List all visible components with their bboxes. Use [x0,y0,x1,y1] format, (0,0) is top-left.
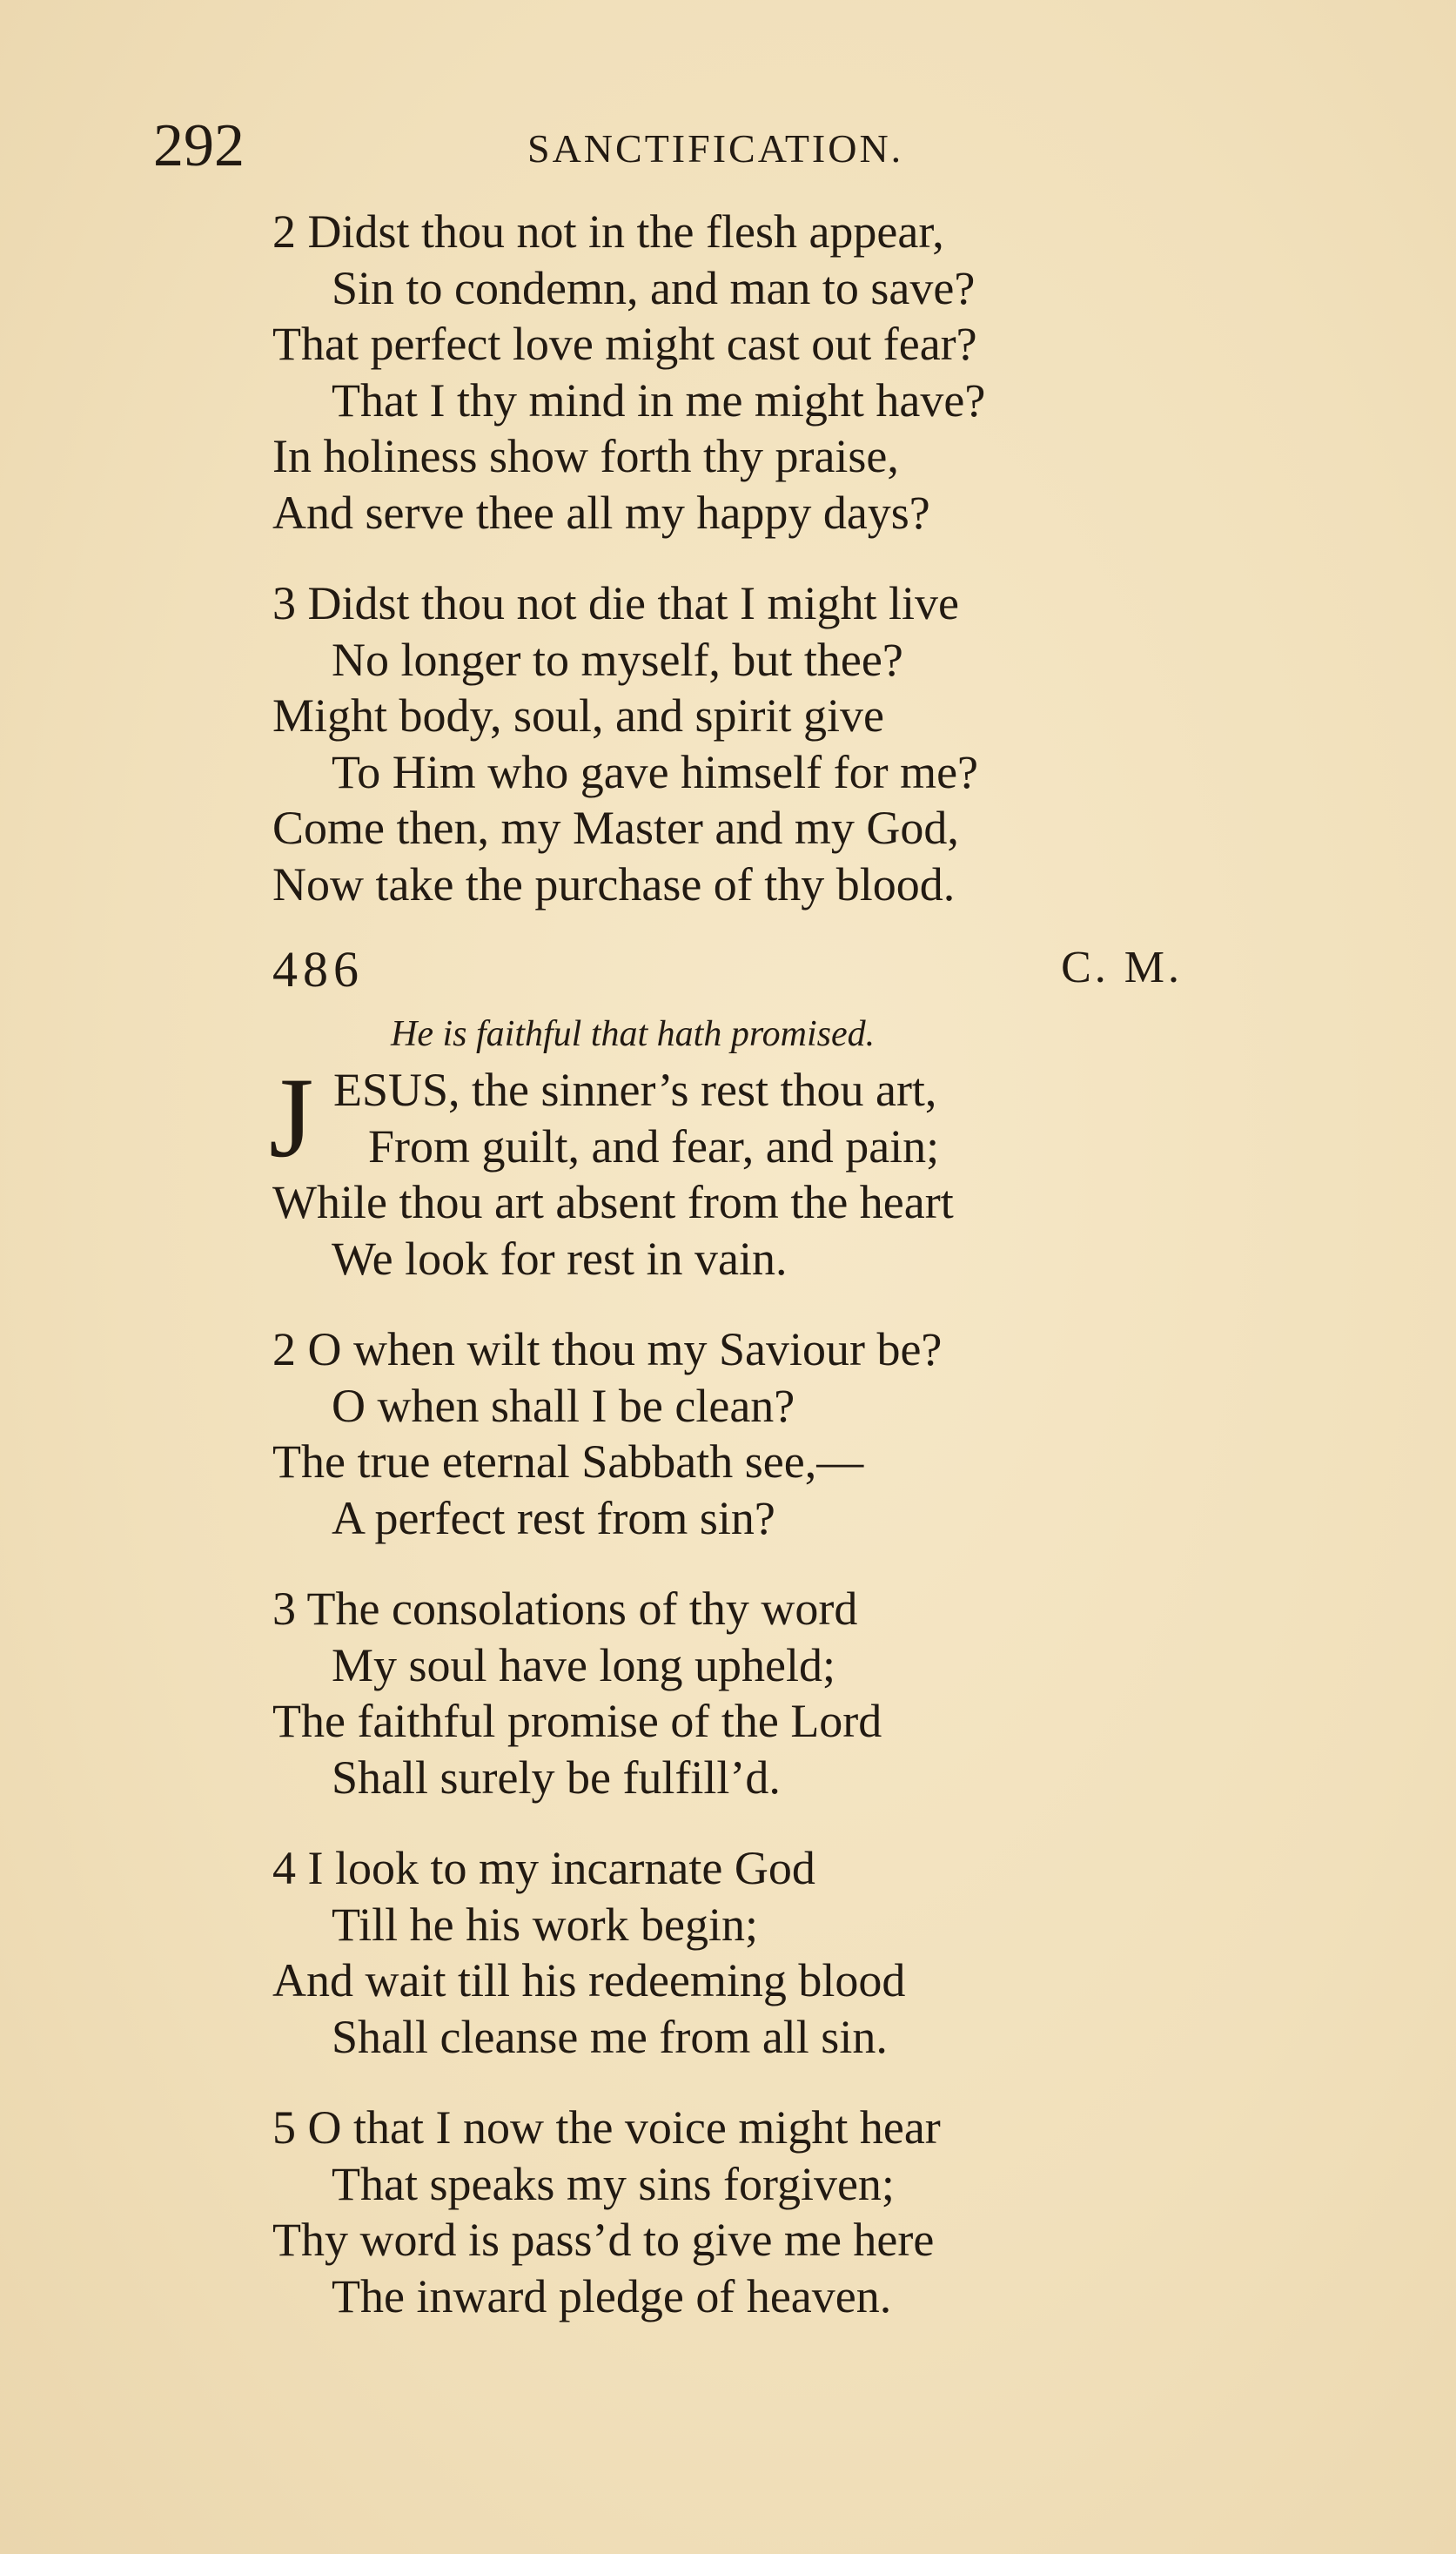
hymn-text [269,204,1195,2324]
verse-line: That speaks my sins forgiven; [332,2157,895,2210]
stanza-486-5 [272,2100,1195,2324]
verse-line: That perfect love might cast out fear? [272,318,977,370]
stanza-486-3 [272,1581,1195,1805]
hymn-meter: C. M. [1061,943,1183,992]
verse-line: Might body, soul, and spirit give [272,689,884,742]
verse-line: Shall cleanse me from all sin. [332,2010,888,2063]
hymn-title: He is faithful that hath promised. [391,1014,876,1054]
verse-line: 3 Didst thou not die that I might live [272,577,959,629]
verse-line: That I thy mind in me might have? [332,373,986,427]
running-head: SANCTIFICATION. [527,126,904,171]
verse-line: Till he his work begin; [332,1898,759,1951]
verse-line: My soul have long upheld; [332,1638,835,1691]
verse-line: Shall surely be fulfill’d. [332,1751,781,1804]
verse-line: In holiness show forth thy praise, [272,430,899,482]
page-header [153,111,1180,181]
verse-line: Sin to condemn, and man to save? [332,261,976,314]
verse-line: 3 The consolations of thy word [272,1583,858,1635]
verse-line: ESUS, the sinner’s rest thou art, [333,1064,937,1116]
verse-line: Thy word is pass’d to give me here [272,2214,935,2266]
verse-line: O when shall I be clean? [332,1379,795,1432]
page-number: 292 [153,112,245,179]
hymn-heading [272,931,1195,1010]
verse-line: And wait till his redeeming blood [272,1954,906,2006]
stanza-485-3 [272,575,1195,912]
verse-line: The true eternal Sabbath see,— [272,1435,864,1488]
verse-line: To Him who gave himself for me? [332,745,979,798]
stanza-486-2 [272,1321,1195,1546]
verse-line: 5 O that I now the voice might hear [272,2101,941,2154]
verse-line: 2 Didst thou not in the flesh appear, [272,205,944,258]
verse-line: We look for rest in vain. [332,1232,788,1285]
hymn-number: 486 [272,941,364,998]
verse-line: 2 O when wilt thou my Saviour be? [272,1323,943,1375]
stanza-486-4 [272,1840,1195,2065]
verse-line: The inward pledge of heaven. [332,2269,892,2322]
verse-line: While thou art absent from the heart [272,1176,954,1228]
verse-line: No longer to myself, but thee? [332,633,903,686]
verse-line: 4 I look to my incarnate God [272,1842,815,1894]
stanza-486-1 [269,1053,1195,1287]
verse-line: From guilt, and fear, and pain; [368,1119,940,1173]
stanza-485-2 [272,204,1195,541]
verse-line: And serve thee all my happy days? [272,486,930,539]
verse-line: A perfect rest from sin? [332,1491,775,1544]
verse-line: The faithful promise of the Lord [272,1695,882,1747]
drop-cap: J [269,1053,314,1181]
verse-line: Come then, my Master and my God, [272,802,959,854]
verse-line: Now take the purchase of thy blood. [272,857,956,911]
